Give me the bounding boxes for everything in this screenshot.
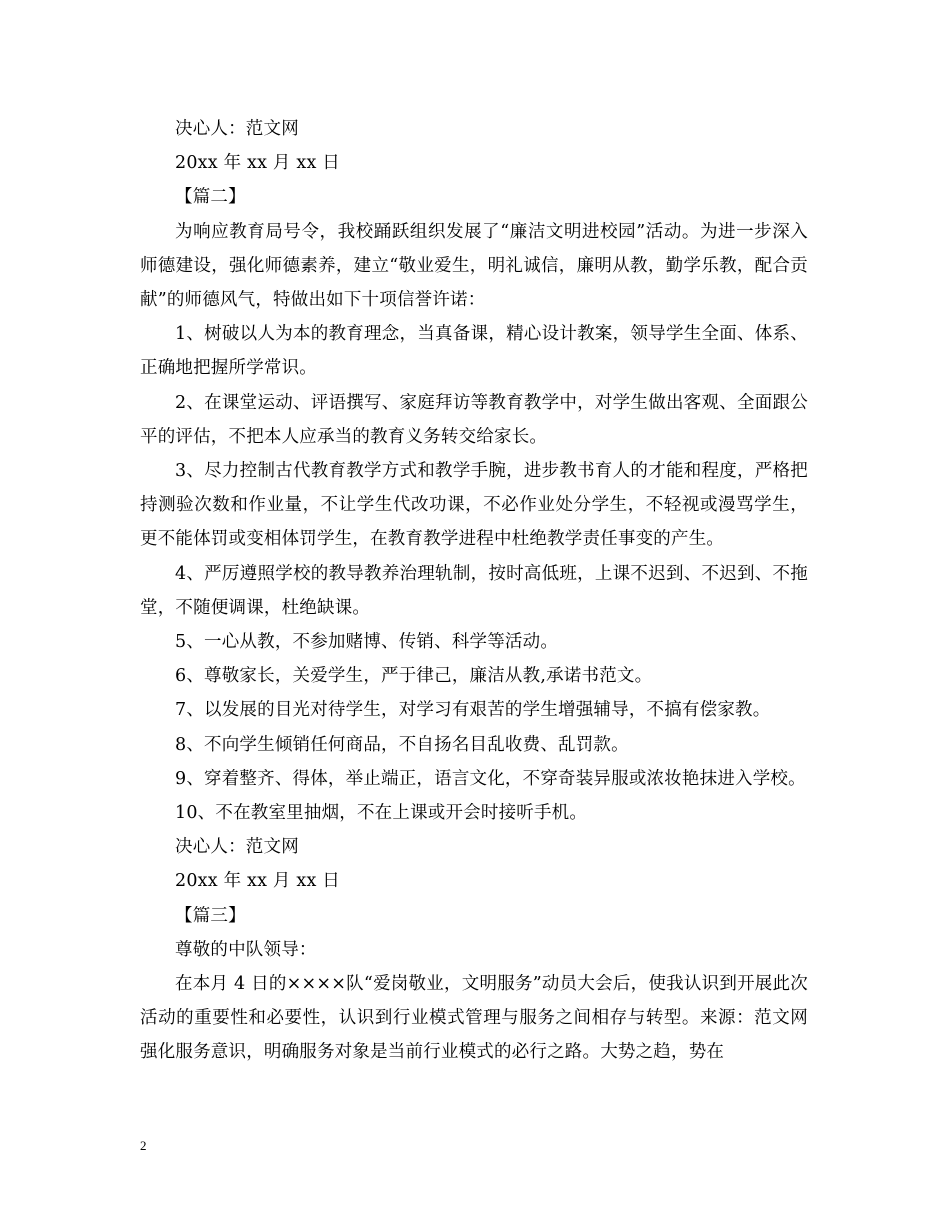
date-line: 20xx 年 xx 月 xx 日 [175,153,340,174]
promise-item: 10、不在教室里抽烟，不在上课或开会时接听手机。 [175,803,588,824]
signature-line: 决心人：范文网 [175,119,299,139]
promise-item: 4、严厉遵照学校的教导教养治理轨制，按时高低班，上课不迟到、不迟到、不拖堂，不随便调课，杜绝缺课。 [140,563,808,618]
salutation: 尊敬的中队领导： [175,939,317,960]
paragraph: 为响应教育局号令，我校踊跃组织发展了“廉洁文明进校园”活动。为进一步深入师德建设，强化师德素养，建立“敬业爱生，明礼诚信，廉明从教，勤学乐教，配合贡献”的师德风气，特做出如下十项信誉许诺： [140,221,808,311]
promise-item: 7、以发展的目光对待学生，对学习有艰苦的学生增强辅导，不搞有偿家教。 [175,700,771,721]
promise-item: 8、不向学生倾销任何商品，不自扬名目乱收费、乱罚款。 [175,734,629,755]
document-body [140,112,808,1070]
section-heading: 【篇三】 [175,905,246,926]
promise-item: 9、穿着整齐、得体，举止端正，语言文化，不穿奇装异服或浓妆艳抹进入学校。 [175,768,806,789]
promise-item: 2、在课堂运动、评语撰写、家庭拜访等教育教学中，对学生做出客观、全面跟公平的评估，不把本人应承当的教育义务转交给家长。 [140,392,808,447]
promise-item: 5、一心从教，不参加赌博、传销、科学等活动。 [175,632,559,653]
page-number: 2 [140,1138,147,1153]
signature-line: 决心人：范文网 [175,837,299,858]
promise-item: 3、尽力控制古代教育教学方式和教学手腕，进步教书育人的才能和程度，严格把持测验次数和作业量，不让学生代改功课，不必作业处分学生，不轻视或漫骂学生，更不能体罚或变相体罚学生，在教育教学进程中杜绝教学责任事变的产生。 [140,461,808,550]
promise-item: 1、树破以人为本的教育理念，当真备课，精心设计教案，领导学生全面、体系、正确地把握所学常识。 [140,324,808,379]
promise-item: 6、尊敬家长，关爱学生，严于律己，廉洁从教,承诺书范文。 [175,666,653,687]
date-line: 20xx 年 xx 月 xx 日 [175,871,340,892]
paragraph: 在本月 4 日的××××队“爱岗敬业，文明服务”动员大会后，使我认识到开展此次活动的重要性和必要性，认识到行业模式管理与服务之间相存与转型。来源：范文网强化服务意识，明确服务对象是当前行业模式的必行之路。大势之趋，势在 [140,974,808,1063]
section-heading: 【篇二】 [175,187,246,208]
